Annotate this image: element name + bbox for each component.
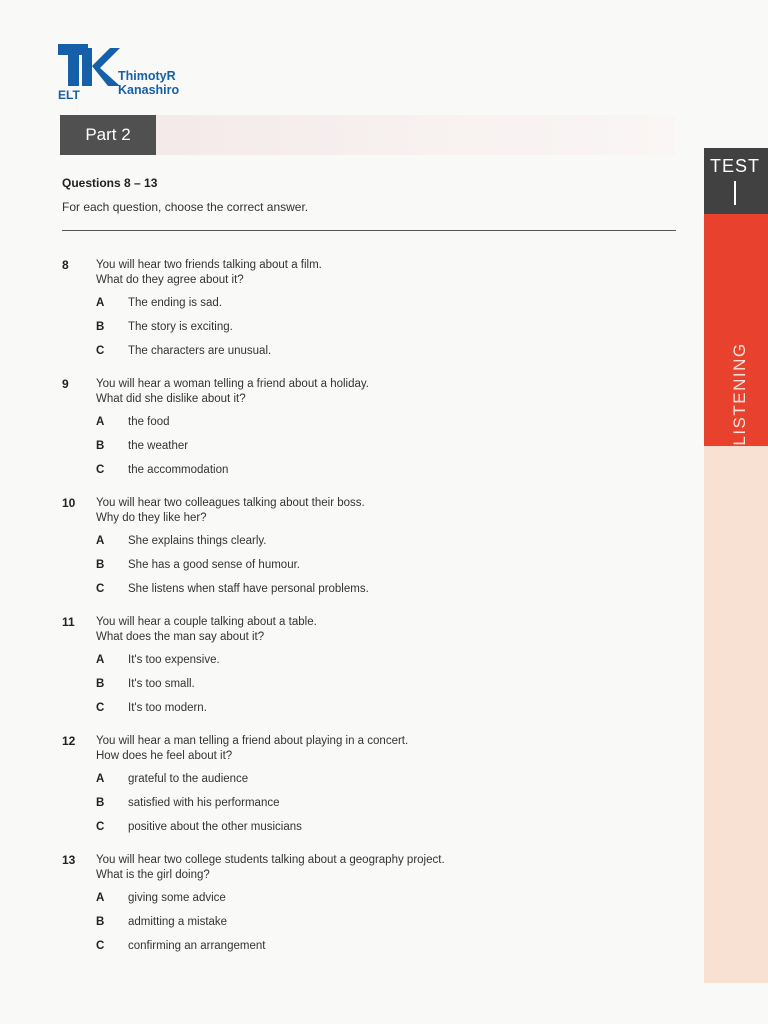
option-b[interactable]	[96, 797, 656, 813]
option-c[interactable]	[96, 940, 656, 956]
question-line: You will hear a man telling a friend about playing in a concert.	[96, 735, 409, 747]
logo-name-line1: ThimotyR	[118, 69, 176, 83]
logo-name	[118, 69, 179, 97]
question-line: You will hear two college students talking about a geography project.	[96, 854, 445, 866]
side-tab	[704, 148, 768, 983]
logo-name-line2: Kanashiro	[118, 83, 180, 97]
option-text: admitting a mistake	[128, 916, 228, 928]
option-letter: C	[96, 464, 105, 476]
option-b[interactable]	[96, 678, 656, 694]
questions-range: Questions 8 – 13	[62, 176, 158, 190]
part-header	[60, 115, 675, 155]
option-a[interactable]	[96, 535, 656, 551]
question-line: What did she dislike about it?	[96, 393, 246, 405]
option-text: the food	[128, 416, 170, 428]
question-line: You will hear a woman telling a friend about a holiday.	[96, 378, 369, 390]
option-letter: C	[96, 345, 105, 357]
option-letter: C	[96, 821, 105, 833]
question-text	[96, 377, 369, 407]
option-text: the accommodation	[128, 464, 229, 476]
question-number: 10	[62, 496, 76, 510]
option-letter: B	[96, 797, 105, 809]
option-text: It's too small.	[128, 678, 195, 690]
question-line: What does the man say about it?	[96, 631, 265, 643]
option-text: The characters are unusual.	[128, 345, 272, 357]
option-text: The story is exciting.	[128, 321, 233, 333]
option-letter: B	[96, 559, 105, 571]
option-b[interactable]	[96, 916, 656, 932]
divider	[62, 230, 676, 231]
test-tab	[704, 148, 768, 214]
question-text	[96, 258, 322, 288]
option-text: The ending is sad.	[128, 297, 222, 309]
question-line: What do they agree about it?	[96, 274, 244, 286]
logo-mark-sub: ELT	[58, 88, 80, 100]
question-number: 9	[62, 377, 69, 391]
option-letter: C	[96, 583, 105, 595]
option-text: positive about the other musicians	[128, 821, 302, 833]
tk-logo-mark-icon	[58, 44, 120, 100]
option-text: It's too expensive.	[128, 654, 220, 666]
question-text	[96, 496, 365, 526]
section-label: LISTENING	[730, 342, 749, 446]
option-a[interactable]	[96, 773, 656, 789]
test-label: TEST	[710, 156, 761, 176]
option-text: It's too modern.	[128, 702, 207, 714]
option-letter: A	[96, 773, 105, 785]
option-a[interactable]	[96, 416, 656, 432]
option-c[interactable]	[96, 702, 656, 718]
section-tab	[704, 214, 768, 446]
part-label: Part 2	[60, 115, 156, 155]
option-letter: C	[96, 702, 105, 714]
option-a[interactable]	[96, 892, 656, 908]
option-a[interactable]	[96, 654, 656, 670]
option-letter: A	[96, 297, 105, 309]
question-line: You will hear a couple talking about a table.	[96, 616, 317, 628]
option-c[interactable]	[96, 345, 656, 361]
option-c[interactable]	[96, 821, 656, 837]
option-letter: A	[96, 416, 105, 428]
option-c[interactable]	[96, 464, 656, 480]
option-letter: C	[96, 940, 105, 952]
option-b[interactable]	[96, 440, 656, 456]
option-letter: A	[96, 892, 105, 904]
option-letter: B	[96, 440, 105, 452]
question-line: What is the girl doing?	[96, 869, 210, 881]
option-text: She explains things clearly.	[128, 535, 267, 547]
option-a[interactable]	[96, 297, 656, 313]
option-text: giving some advice	[128, 892, 226, 904]
option-text: satisfied with his performance	[128, 797, 280, 809]
option-c[interactable]	[96, 583, 656, 599]
option-text: She has a good sense of humour.	[128, 559, 300, 571]
question-number: 13	[62, 853, 76, 867]
option-letter: B	[96, 321, 105, 333]
question-line: You will hear two colleagues talking about their boss.	[96, 497, 365, 509]
option-text: confirming an arrangement	[128, 940, 266, 952]
option-text: the weather	[128, 440, 189, 452]
option-letter: B	[96, 678, 105, 690]
option-text: grateful to the audience	[128, 773, 249, 785]
option-letter: B	[96, 916, 105, 928]
test-number-mark	[734, 181, 736, 205]
question-line: How does he feel about it?	[96, 750, 233, 762]
question-text	[96, 734, 408, 764]
question-number: 11	[62, 615, 75, 629]
question-line: Why do they like her?	[96, 512, 207, 524]
question-text	[96, 853, 445, 883]
option-letter: A	[96, 654, 105, 666]
question-line: You will hear two friends talking about a film.	[96, 259, 322, 271]
option-letter: A	[96, 535, 105, 547]
option-text: She listens when staff have personal problems.	[128, 583, 369, 595]
question-number: 8	[62, 258, 69, 272]
question-number: 12	[62, 734, 76, 748]
option-b[interactable]	[96, 321, 656, 337]
instruction: For each question, choose the correct answer.	[62, 200, 309, 214]
logo	[58, 44, 198, 102]
option-b[interactable]	[96, 559, 656, 575]
question-text	[96, 615, 317, 645]
